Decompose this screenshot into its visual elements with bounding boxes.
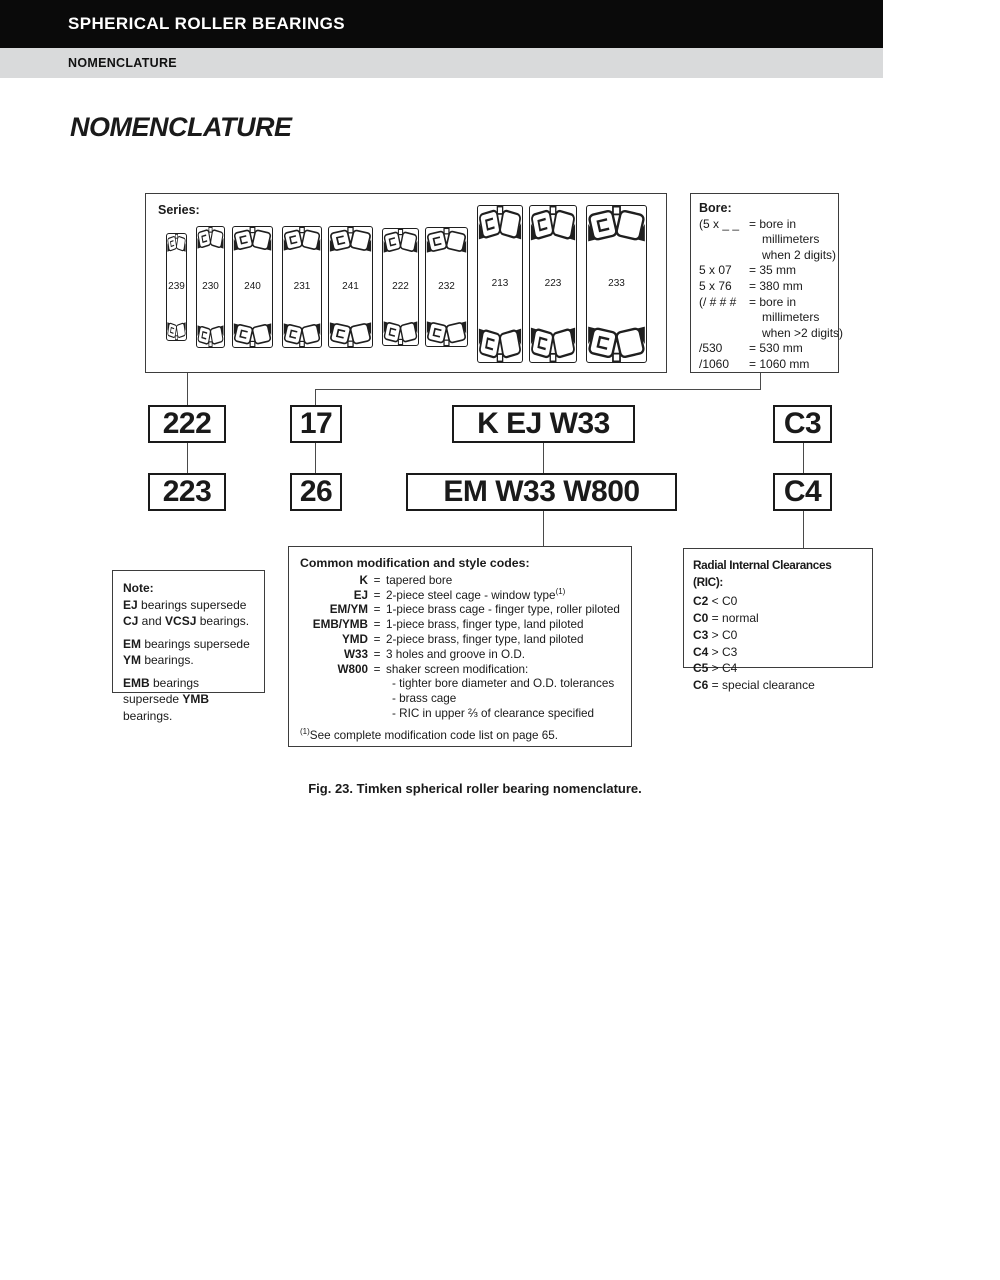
bore-meaning: millimeters — [762, 232, 820, 247]
equals-sign: = — [373, 632, 381, 646]
bearing-diagram-233 — [586, 205, 647, 363]
clearance-meaning: > C3 — [708, 644, 738, 659]
clearance-code: C3 — [693, 627, 709, 642]
series-box-label: Series: — [158, 203, 200, 217]
bearing-rollers-icon — [233, 227, 272, 251]
bearing-rollers-icon — [329, 227, 372, 252]
clearance-code: C5 — [693, 661, 709, 676]
connector-line — [315, 443, 316, 473]
equals-sign: = — [373, 588, 381, 602]
bearing-diagram-222 — [382, 228, 419, 346]
mod-description: shaker screen modification: — [386, 662, 529, 676]
code-box-clearance-c4: C4 — [773, 473, 832, 511]
bearing-diagram-230 — [196, 226, 225, 348]
bearing-series-number: 223 — [544, 278, 562, 289]
connector-line — [543, 443, 544, 473]
note-bold-code: EJ — [123, 597, 138, 612]
bearing-rollers-icon — [478, 206, 522, 240]
bearing-diagram-231 — [282, 226, 322, 348]
footnote-text: See complete modification code list on page 65. — [309, 728, 558, 742]
clearance-code: C2 — [693, 593, 709, 608]
note-paragraph — [123, 597, 254, 630]
code-box-series-222: 222 — [148, 405, 226, 443]
modification-row — [300, 603, 620, 618]
page-subheader-bar — [0, 48, 883, 78]
bore-code: 5 x 76 — [699, 278, 732, 293]
note-bold-code: VCSJ — [165, 614, 197, 628]
note-bold-code: YM — [123, 653, 141, 667]
connector-line — [760, 373, 761, 389]
clearance-meaning: > C0 — [708, 627, 738, 642]
mod-code: EMB/YMB — [312, 618, 368, 632]
section-title: NOMENCLATURE — [70, 112, 292, 142]
equals-sign: = — [373, 662, 381, 676]
bearing-diagram-232 — [425, 227, 468, 347]
bore-box — [690, 193, 844, 373]
bore-code — [699, 232, 749, 248]
bore-meaning: millimeters — [762, 310, 820, 325]
connector-line — [187, 443, 188, 473]
code-box-mods-em-w33-w800: EM W33 W800 — [406, 473, 677, 511]
bearing-rollers-icon — [233, 323, 272, 347]
bore-meaning: when >2 digits) — [762, 325, 844, 340]
modification-row — [300, 633, 620, 648]
bearing-series-number: 213 — [491, 278, 509, 289]
mod-code: W33 — [343, 647, 368, 661]
bearing-diagram-223 — [529, 205, 577, 363]
bearing-rollers-icon — [197, 325, 224, 347]
bore-line — [699, 325, 844, 342]
code-box-bore-26: 26 — [290, 473, 342, 511]
mod-code: K — [359, 573, 368, 587]
modification-codes-box — [288, 546, 632, 747]
modification-codes-title: Common modification and style codes: — [300, 556, 530, 570]
bore-meaning: = 35 mm — [749, 263, 797, 278]
bore-meaning: = bore in — [749, 216, 797, 231]
bearing-diagram-241 — [328, 226, 373, 348]
clearance-meaning: < C0 — [708, 593, 738, 608]
clearance-code: C6 — [693, 678, 709, 693]
clearance-row — [693, 627, 863, 644]
connector-line — [803, 443, 804, 473]
bore-line — [699, 341, 830, 357]
note-text: bearings. — [123, 708, 173, 723]
connector-line — [187, 373, 188, 405]
note-box-title: Note: — [123, 581, 154, 595]
modification-row — [300, 663, 620, 678]
code-box-bore-17: 17 — [290, 405, 342, 443]
bore-code: /530 — [699, 341, 723, 356]
bearing-series-number: 233 — [608, 278, 625, 289]
note-bold-code: EMB — [123, 675, 150, 690]
bearing-series-number: 222 — [392, 281, 409, 292]
bore-meaning: = 1060 mm — [749, 356, 810, 371]
bore-box-title: Bore: — [699, 201, 732, 215]
mod-code: EM/YM — [329, 603, 368, 617]
clearances-box — [683, 548, 873, 693]
bearing-rollers-icon — [383, 321, 418, 345]
bearing-diagram-239 — [166, 233, 187, 341]
bearing-series-number: 241 — [342, 281, 359, 292]
mod-code: EJ — [353, 588, 368, 602]
equals-sign: = — [373, 603, 381, 617]
bearing-rollers-icon — [587, 206, 646, 242]
bore-code — [699, 310, 749, 326]
equals-sign: = — [373, 647, 381, 661]
figure-caption: Fig. 23. Timken spherical roller bearing nomenclature. — [308, 781, 642, 796]
bore-meaning: = 380 mm — [749, 278, 803, 293]
bearing-rollers-icon — [383, 229, 418, 253]
bore-code — [699, 248, 749, 264]
bearing-rollers-icon — [167, 234, 186, 252]
bore-line — [699, 357, 830, 373]
mod-subitem: - tighter bore diameter and O.D. tolerances — [392, 677, 615, 691]
note-box — [112, 570, 265, 723]
bearing-series-number: 239 — [168, 281, 185, 292]
equals-sign: = — [373, 618, 381, 632]
clearance-meaning: = special clearance — [708, 678, 815, 693]
bore-line — [699, 310, 830, 326]
page-header-bar — [0, 0, 883, 48]
mod-code: YMD — [342, 632, 368, 646]
mod-code: W800 — [337, 662, 368, 676]
note-text: bearings supersede — [137, 597, 247, 612]
modification-row — [300, 574, 620, 589]
clearance-meaning: = normal — [708, 610, 759, 625]
note-paragraph — [123, 636, 254, 669]
bore-line — [699, 232, 830, 248]
clearance-row — [693, 660, 863, 677]
bore-meaning: = 530 mm — [749, 341, 803, 356]
connector-line — [803, 511, 804, 548]
connector-line — [315, 389, 316, 405]
mod-description-text: 2-piece steel cage - window type — [386, 588, 556, 602]
clearance-row — [693, 644, 863, 661]
code-box-mods-k-ej-w33: K EJ W33 — [452, 405, 635, 443]
modification-row — [300, 618, 620, 633]
equals-sign: = — [373, 573, 381, 587]
clearance-row — [693, 677, 863, 694]
note-text: bearings supersede — [141, 636, 250, 651]
bearing-rollers-icon — [167, 322, 186, 340]
note-bold-code: CJ — [123, 614, 139, 628]
page-header-title: SPHERICAL ROLLER BEARINGS — [68, 14, 345, 33]
bore-code — [699, 326, 749, 342]
mod-description — [386, 586, 566, 604]
bearing-series-number: 232 — [438, 281, 455, 292]
bore-line — [699, 217, 830, 233]
mod-description: 3 holes and groove in O.D. — [386, 647, 526, 661]
mod-description: 1-piece brass, finger type, land piloted — [386, 618, 584, 632]
bearing-series-number: 240 — [244, 281, 261, 292]
bore-line — [699, 247, 837, 264]
page-subheader-title: NOMENCLATURE — [68, 56, 177, 70]
note-text: and — [138, 614, 166, 628]
clearance-code: C4 — [693, 644, 709, 659]
code-box-series-223: 223 — [148, 473, 226, 511]
connector-line — [543, 511, 544, 546]
bearing-rollers-icon — [426, 321, 467, 346]
bearing-rollers-icon — [530, 206, 576, 241]
bearing-series-number: 230 — [202, 281, 219, 292]
clearance-row — [693, 593, 863, 610]
note-paragraph — [123, 675, 254, 725]
mod-subitem: - brass cage — [392, 692, 457, 706]
mod-description: tapered bore — [386, 573, 453, 587]
clearances-box-title: Radial Internal Clearances (RIC): — [693, 558, 832, 589]
clearance-row — [693, 610, 863, 627]
bore-code: (/ # # # — [699, 294, 737, 309]
bearing-rollers-icon — [426, 228, 467, 253]
clearance-code: C0 — [693, 610, 709, 625]
bore-line — [699, 279, 830, 295]
modification-footnote — [300, 726, 620, 744]
bearing-rollers-icon — [283, 227, 321, 251]
bearing-rollers-icon — [530, 327, 576, 362]
bearing-series-number: 231 — [293, 281, 311, 292]
note-text: bearings. — [141, 653, 194, 667]
bearing-rollers-icon — [329, 322, 372, 347]
modification-row — [300, 586, 620, 604]
bore-line — [699, 295, 830, 311]
bore-code: (5 x _ _ — [699, 216, 740, 231]
bearing-rollers-icon — [197, 227, 224, 249]
bore-code: /1060 — [699, 356, 730, 371]
note-text: bearings supersede — [123, 675, 200, 706]
bore-code: 5 x 07 — [699, 263, 732, 278]
mod-subitem: - RIC in upper ⅔ of clearance specified — [392, 706, 595, 720]
mod-description: 1-piece brass cage - finger type, roller piloted — [386, 603, 620, 617]
bore-meaning: = bore in — [749, 294, 797, 309]
bearing-diagram-213 — [477, 205, 523, 363]
code-box-clearance-c3: C3 — [773, 405, 832, 443]
note-bold-code: EM — [123, 636, 141, 651]
modification-row — [300, 648, 620, 663]
note-bold-code: YMB — [182, 692, 210, 706]
bearing-rollers-icon — [587, 326, 646, 362]
clearance-meaning: > C4 — [708, 661, 738, 676]
footnote-marker: (1) — [555, 586, 566, 596]
bearing-diagram-240 — [232, 226, 273, 348]
bore-meaning: when 2 digits) — [762, 247, 837, 262]
bearing-rollers-icon — [478, 328, 522, 362]
bearing-rollers-icon — [283, 323, 321, 347]
note-text: bearings. — [196, 614, 250, 628]
mod-description: 2-piece brass, finger type, land piloted — [386, 632, 584, 646]
bore-line — [699, 263, 830, 279]
connector-line — [315, 389, 761, 390]
footnote-marker: (1) — [300, 726, 310, 736]
